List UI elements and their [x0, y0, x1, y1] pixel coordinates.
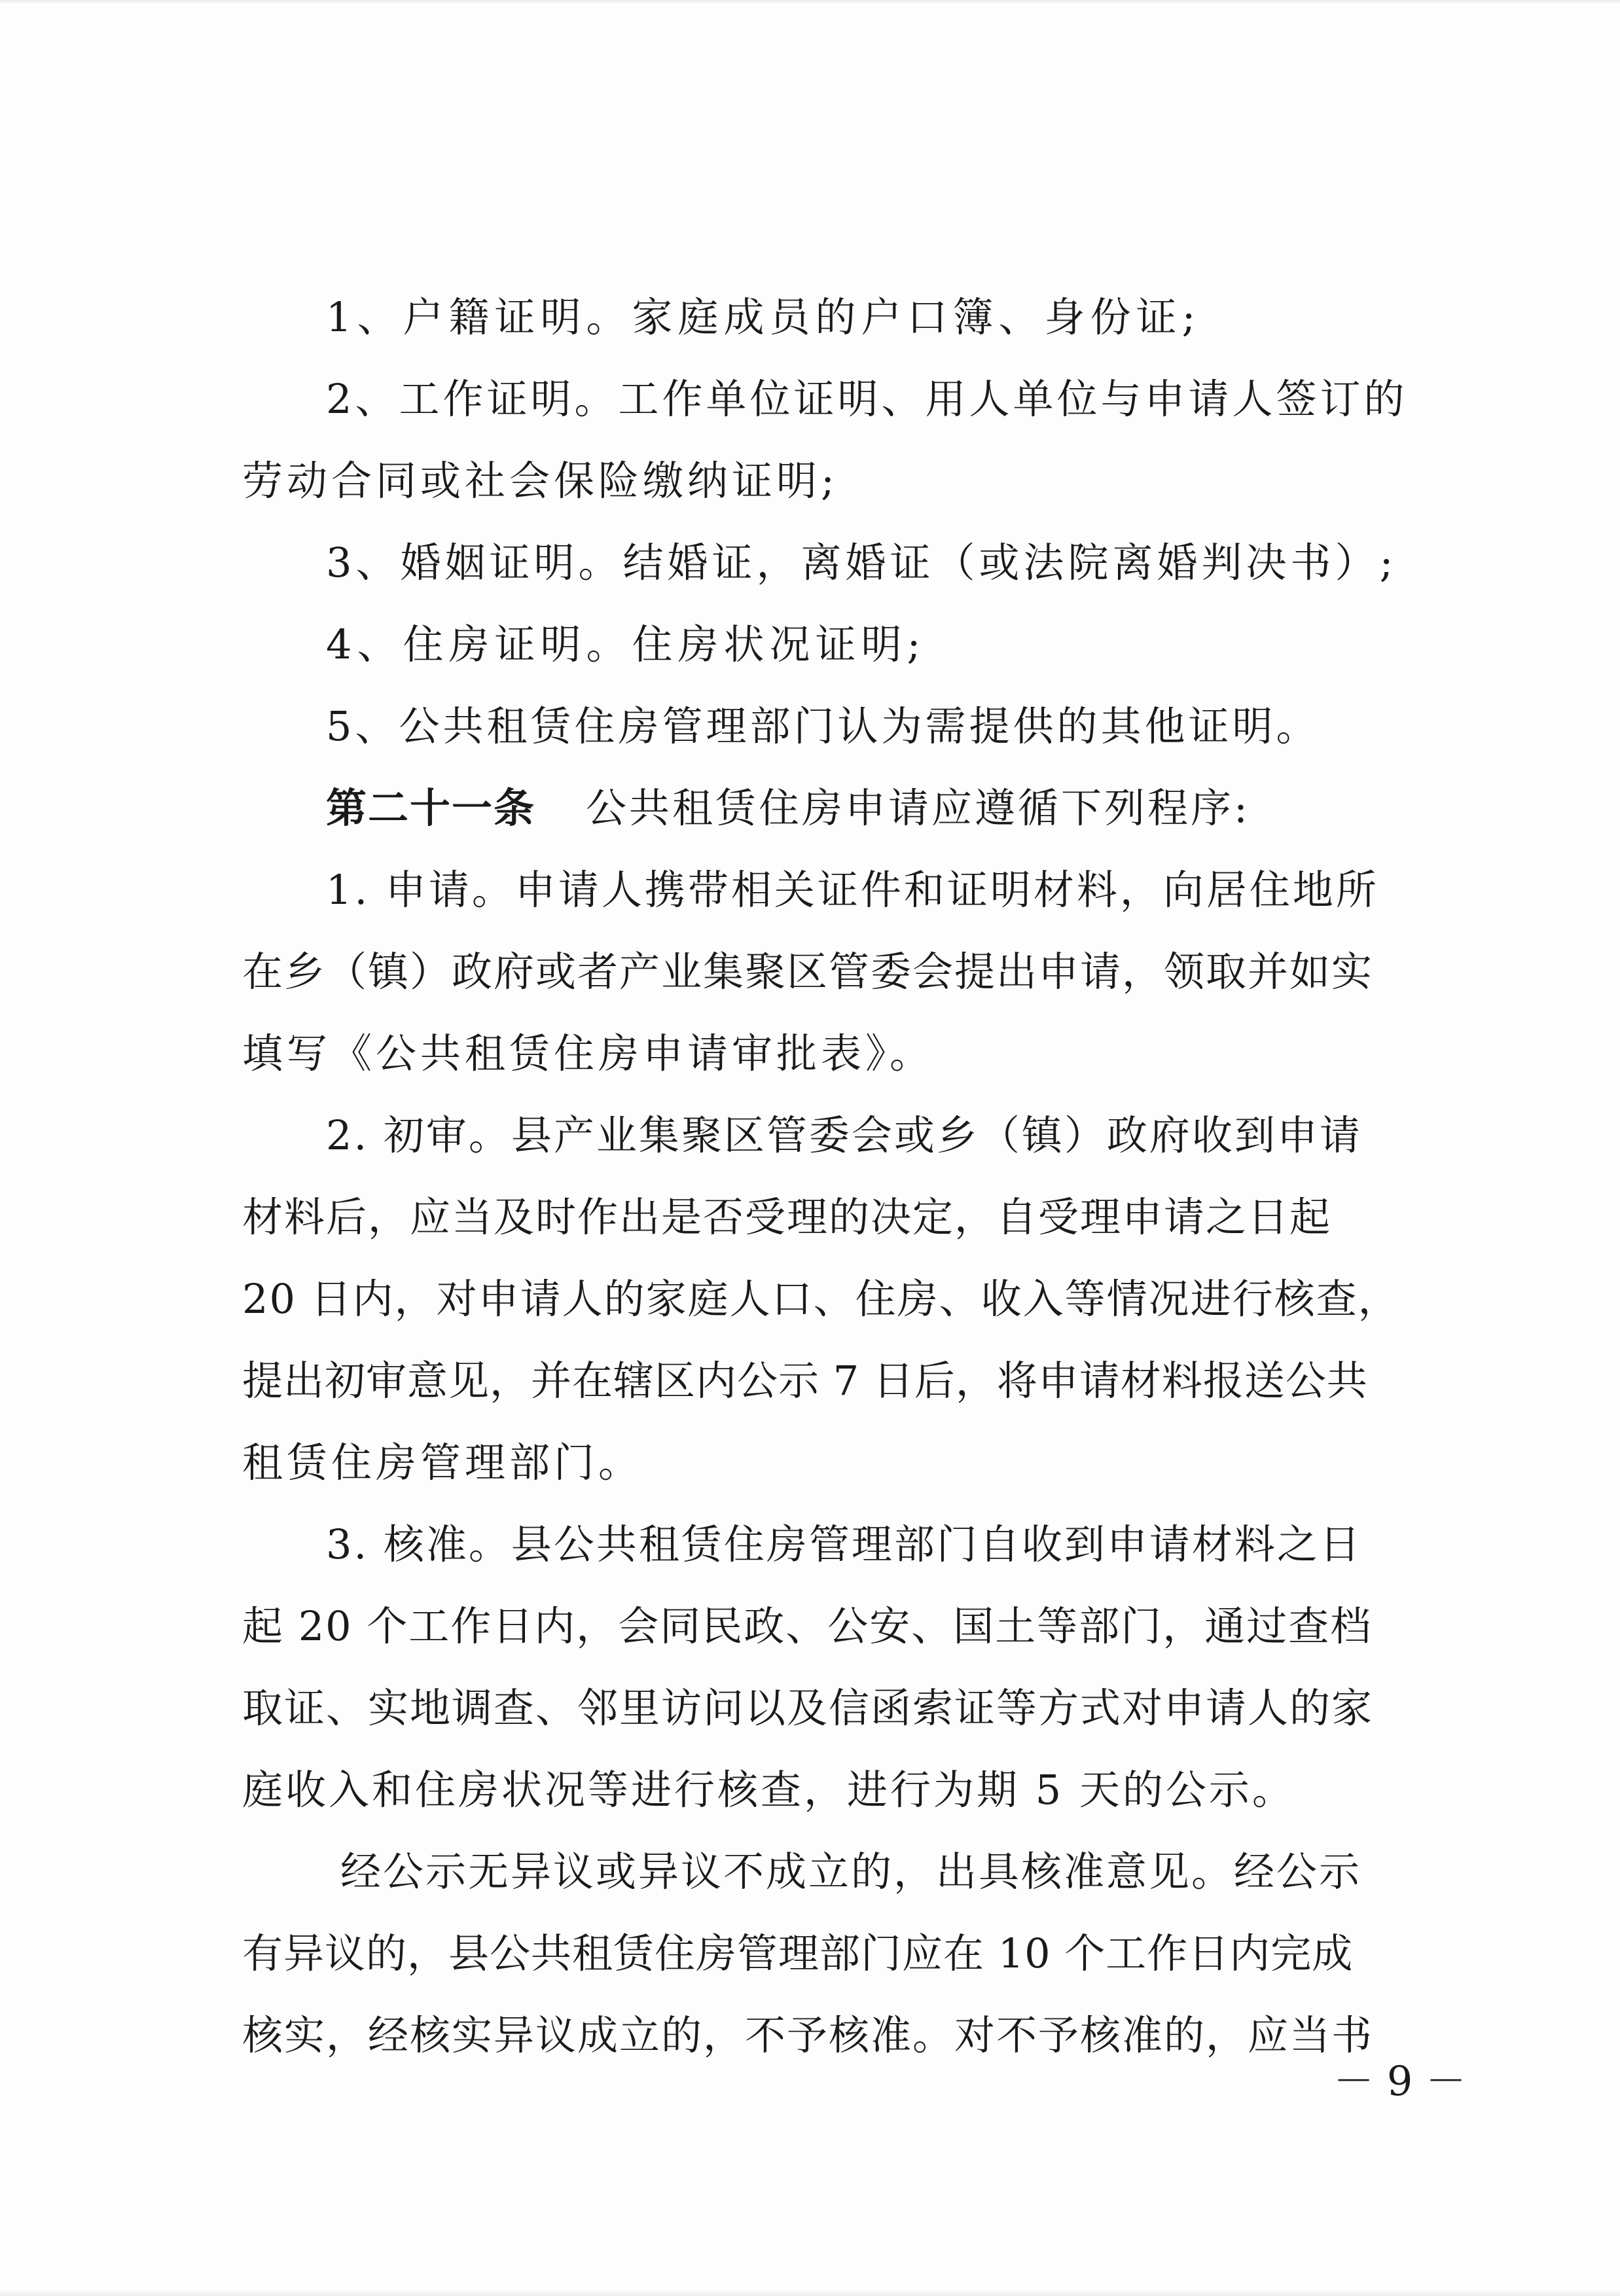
text-line-12: 20 日内，对申请人的家庭人口、住房、收入等情况进行核查，: [242, 1275, 1400, 1323]
text-line-11: 材料后，应当及时作出是否受理的决定，自受理申请之日起: [242, 1193, 1332, 1241]
text-line-5: 4、住房证明。住房状况证明;: [326, 620, 926, 668]
text-line-10: 2. 初审。县产业集聚区管委会或乡（镇）政府收到申请: [326, 1111, 1362, 1159]
text-line-8: 在乡（镇）政府或者产业集聚区管委会提出申请，领取并如实: [242, 948, 1374, 996]
text-line-13: 提出初审意见，并在辖区内公示 7 日后，将申请材料报送公共: [242, 1357, 1368, 1405]
text-line-6: 5、公共租赁住房管理部门认为需提供的其他证明。: [326, 702, 1320, 750]
text-line-7: 1. 申请。申请人携带相关证件和证明材料，向居住地所: [326, 866, 1379, 914]
scan-edge-top: [0, 0, 1620, 4]
page-number: － 9 －: [1333, 2057, 1466, 2105]
text-line-18: 庭收入和住房状况等进行核查，进行为期 5 天的公示。: [242, 1766, 1295, 1814]
text-line-19: 经公示无异议或异议不成立的，出具核准意见。经公示: [340, 1848, 1362, 1895]
article-heading-text: 公共租赁住房申请应遵循下列程序:: [586, 784, 1250, 832]
text-line-20: 有异议的，县公共租赁住房管理部门应在 10 个工作日内完成: [242, 1929, 1354, 1977]
text-line-3: 劳动合同或社会保险缴纳证明;: [242, 457, 838, 505]
text-line-21: 核实，经核实异议成立的，不予核准。对不予核准的，应当书: [242, 2011, 1374, 2059]
text-line-2: 2、工作证明。工作单位证明、用人单位与申请人签订的: [326, 375, 1408, 423]
text-line-17: 取证、实地调查、邻里访问以及信函索证等方式对申请人的家: [242, 1684, 1374, 1732]
text-line-4: 3、婚姻证明。结婚证，离婚证（或法院离婚判决书）;: [326, 539, 1397, 586]
text-line-14: 租赁住房管理部门。: [242, 1439, 643, 1486]
text-line-9: 填写《公共租赁住房申请审批表》。: [242, 1030, 935, 1077]
text-line-16: 起 20 个工作日内，会同民政、公安、国土等部门，通过查档: [242, 1602, 1373, 1650]
article-heading: 第二十一条: [326, 784, 536, 832]
scan-edge-bottom: [0, 2289, 1620, 2296]
text-line-15: 3. 核准。县公共租赁住房管理部门自收到申请材料之日: [326, 1520, 1362, 1568]
text-line-1: 1、户籍证明。家庭成员的户口簿、身份证;: [326, 293, 1201, 341]
